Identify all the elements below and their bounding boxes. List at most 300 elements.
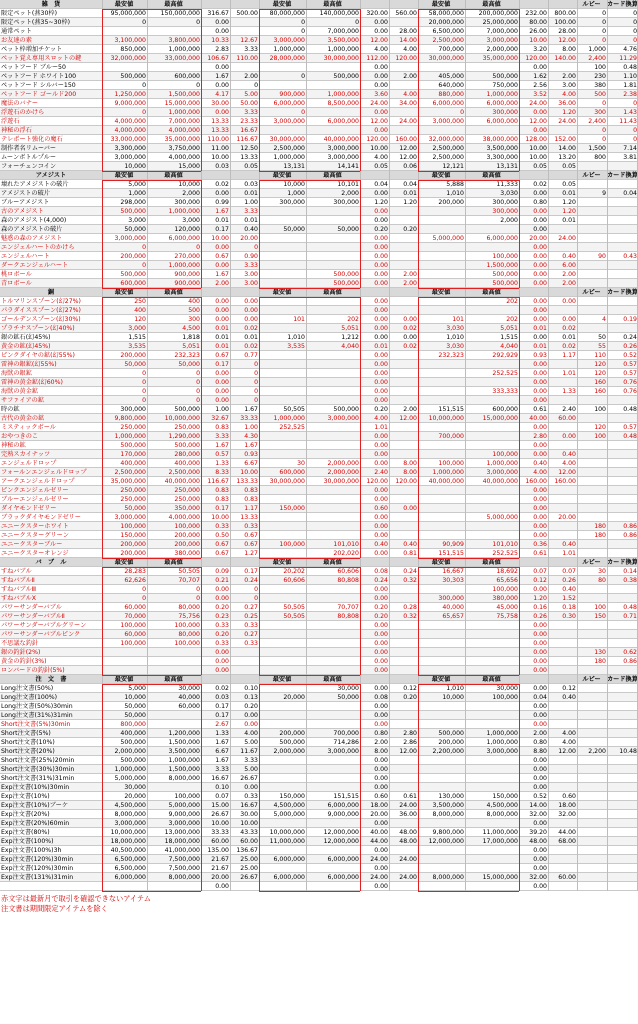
price-cell: 0.00 [562,316,576,323]
price-cell: 0.00 [374,253,388,260]
price-cell: 202 [506,298,518,305]
price-cell: 0.00 [374,388,388,395]
price-cell [259,720,306,729]
price-cell: 900,000 [174,280,200,287]
price-cell: 202 [347,316,359,323]
price-cell: 750,000 [492,82,518,89]
price-cell: 40,000,000 [482,478,518,485]
price-cell: 0.00 [533,109,547,116]
price-cell: 40,000 [178,694,200,701]
price-cell: 5,000 [128,181,146,188]
price-cell: 300,000 [492,208,518,215]
price-cell [147,648,201,657]
price-cell [389,108,418,117]
price-cell [306,207,360,216]
price-cell: 2.00 [215,280,229,287]
price-cell: 0.01 [533,325,547,332]
price-cell: 3,000,000 [273,118,305,125]
price-cell [306,432,360,441]
price-cell: 12.00 [558,37,576,44]
price-cell: 2,000 [500,217,518,224]
price-cell: 10.00 [240,820,258,827]
price-cell [306,765,360,774]
price-cell [607,243,638,252]
price-cell [418,360,465,369]
price-cell [259,621,306,630]
price-cell: 0 [633,100,637,107]
price-cell: 0.05 [374,163,388,170]
price-cell: 0.26 [623,343,637,350]
price-cell: 1.00 [244,199,258,206]
price-cell: 0.17 [215,361,229,368]
price-cell: 0.17 [244,568,258,575]
price-cell [418,387,465,396]
price-cell [607,279,638,288]
price-cell [607,774,638,783]
price-cell [259,711,306,720]
price-cell: 65,657 [442,613,464,620]
table-row [0,450,638,459]
price-cell: 1.20 [562,199,576,206]
price-cell: 0.00 [533,505,547,512]
price-cell: 140.00 [554,55,576,62]
price-cell: 4.00 [374,415,388,422]
price-cell [306,585,360,594]
item-name: ペットフード ホワイト100 [1,73,77,80]
price-cell: 101 [293,316,305,323]
price-cell [389,756,418,765]
price-cell: 1.20 [562,208,576,215]
price-cell [577,855,607,864]
price-cell: 0.00 [374,640,388,647]
price-cell: 1,000,000 [168,262,200,269]
price-cell [306,657,360,666]
price-cell: 120,000 [174,226,200,233]
price-cell: 60,606 [283,577,305,584]
red-frame-line [418,567,519,568]
price-cell: 0.00 [533,658,547,665]
price-cell: 0.67 [215,550,229,557]
price-cell: 600,000 [492,406,518,413]
price-cell: 0.00 [374,190,388,197]
price-cell [389,666,418,675]
price-cell [230,666,259,675]
price-cell: 1.67 [215,442,229,449]
price-cell: 160.00 [395,136,417,143]
item-name: 海獣の銀鉱 [1,370,32,377]
price-cell: 0.16 [533,604,547,611]
red-frame-line [519,567,520,675]
price-cell: 5,000,000 [432,235,464,242]
price-cell: 48.00 [399,829,417,836]
price-cell: 0.71 [623,613,637,620]
price-cell: 80,000 [178,631,200,638]
price-cell: 4.00 [374,46,388,53]
price-cell [259,702,306,711]
price-cell [607,162,638,171]
price-cell: 4.76 [623,46,637,53]
price-cell: 2.38 [623,91,637,98]
item-name: アメジストの破片 [1,190,50,197]
price-cell: 0.13 [244,694,258,701]
price-cell [548,360,577,369]
price-cell: 10,000,000 [269,829,305,836]
price-cell [465,855,519,864]
red-frame-line [519,9,520,171]
price-cell: 0.01 [244,334,258,341]
price-cell: 202,020 [333,550,359,557]
price-cell: 55 [598,343,606,350]
price-cell: 0.10 [244,685,258,692]
price-cell: 30,000 [178,685,200,692]
price-cell [577,198,607,207]
price-cell [230,882,259,891]
price-cell: 0.83 [215,424,229,431]
price-cell: 2.00 [562,280,576,287]
price-cell [147,666,201,675]
price-cell [577,684,607,693]
price-cell: 60,000 [124,631,146,638]
price-cell: 100 [594,604,606,611]
price-cell: 500 [594,91,606,98]
price-cell [577,666,607,675]
price-cell: 100.00 [554,19,576,26]
price-cell: 0.00 [533,712,547,719]
price-cell: 0.12 [562,685,576,692]
table-row [0,495,638,504]
price-cell [418,369,465,378]
price-cell: 10.00 [240,469,258,476]
item-name: 神秘の浮石 [1,127,32,134]
table-row [0,90,638,99]
grid-line [577,0,578,891]
table-row [0,774,638,783]
price-cell: 0.67 [244,532,258,539]
price-cell [577,450,607,459]
price-cell: 0.12 [403,685,417,692]
grid-line [548,0,549,891]
price-cell: 152.00 [554,136,576,143]
price-cell: 0.05 [562,163,576,170]
price-cell [389,396,418,405]
price-cell [259,639,306,648]
price-cell: 24.00 [529,100,547,107]
price-cell [389,594,418,603]
price-cell: 15,000 [178,163,200,170]
price-cell: 200,000 [174,541,200,548]
price-cell: 120 [134,316,146,323]
price-cell: 400 [188,298,200,305]
price-cell [418,666,465,675]
price-cell: 714,286 [333,739,359,746]
price-cell: 316.67 [207,10,229,17]
price-cell: 2,000,000 [273,748,305,755]
price-cell [259,594,306,603]
price-cell: 3.52 [533,91,547,98]
price-cell: 75,758 [496,613,518,620]
red-frame-line [102,684,103,891]
price-cell [102,657,147,666]
item-name: ペットフード ブルー50 [1,64,66,71]
table-row [0,225,638,234]
price-cell [577,162,607,171]
price-cell: 2,500,000 [432,154,464,161]
price-cell: 1,000,000 [273,46,305,53]
price-cell: 0.05 [244,163,258,170]
price-cell [306,504,360,513]
price-cell [577,585,607,594]
price-cell: 1,000,000 [486,739,518,746]
price-cell: 36.00 [558,100,576,107]
price-cell [389,513,418,522]
price-cell: 0.00 [374,451,388,458]
price-cell: 7,000,000 [486,28,518,35]
price-cell: 0.00 [533,334,547,341]
table-row [0,792,638,801]
price-cell: 0.57 [215,451,229,458]
price-cell [577,540,607,549]
price-cell: 0.00 [374,460,388,467]
column-header-high: 最高値 [164,559,183,566]
price-cell: 4.00 [562,460,576,467]
price-cell: 0 [142,388,146,395]
price-cell [607,594,638,603]
price-cell [389,765,418,774]
price-cell [577,180,607,189]
price-cell: 32.00 [529,874,547,881]
price-cell: 13,131 [496,163,518,170]
price-cell: 20.00 [558,514,576,521]
price-cell: 0.00 [533,766,547,773]
price-cell: 0.00 [533,865,547,872]
price-cell: 3,000 [128,217,146,224]
price-cell: 0.83 [244,496,258,503]
price-cell: 10.00 [529,37,547,44]
price-cell: 0.23 [215,613,229,620]
price-cell: 68.00 [558,838,576,845]
price-cell: 100,000 [120,640,146,647]
price-cell: 0.33 [244,622,258,629]
price-cell [389,18,418,27]
table-row [0,243,638,252]
table-row [0,711,638,720]
price-cell: 0.00 [374,622,388,629]
price-cell [102,882,147,891]
price-cell: 80,000,000 [269,10,305,17]
price-cell [418,648,465,657]
price-cell [607,513,638,522]
price-cell [259,216,306,225]
item-name: エンジェルハート [1,253,50,260]
price-cell: 2.00 [244,73,258,80]
price-cell [548,720,577,729]
price-cell: 50,000 [124,361,146,368]
price-cell: 60.00 [240,838,258,845]
price-cell: 0.00 [374,631,388,638]
column-header-high: 最高値 [164,1,183,8]
item-name: パワーサンダーバブル [1,604,62,611]
price-cell: 0.03 [244,181,258,188]
table-row [0,468,638,477]
price-cell [465,522,519,531]
price-cell: 100,000 [492,586,518,593]
price-cell [418,270,465,279]
price-cell: 300,000 [120,406,146,413]
table-row [0,108,638,117]
price-cell: 0 [142,586,146,593]
price-cell [465,639,519,648]
price-cell: 0 [196,595,200,602]
price-cell: 0.00 [374,514,388,521]
price-cell [607,729,638,738]
price-cell: 0.00 [533,757,547,764]
column-header-high: 最高値 [164,676,183,683]
price-cell: 10.00 [211,235,229,242]
price-cell: 7,500,000 [168,856,200,863]
price-cell: 0.07 [215,793,229,800]
price-cell: 0.93 [533,352,547,359]
price-cell: 0.83 [215,487,229,494]
price-cell [418,630,465,639]
price-cell: 120.00 [395,478,417,485]
section-header [0,288,638,297]
price-cell [607,711,638,720]
price-cell [259,774,306,783]
price-cell: 24.00 [399,856,417,863]
price-cell [465,819,519,828]
column-header-ruby: ルピー [582,1,601,8]
price-cell: 500,000 [333,73,359,80]
price-cell: 1.01 [562,370,576,377]
price-cell [259,243,306,252]
price-cell: 0 [602,37,606,44]
section-title: アメジスト [35,172,67,179]
price-cell: 3,100,000 [114,37,146,44]
item-name: 森のアメジストの破片 [1,226,63,233]
price-cell: 0.60 [374,505,388,512]
red-frame-line [102,180,103,288]
red-frame-line [418,9,419,171]
price-cell [306,882,360,891]
price-cell: 9,000,000 [327,811,359,818]
table-row [0,630,638,639]
price-cell: 800.00 [554,10,576,17]
item-name: 限定ペット(燕35~30枠) [1,19,71,26]
item-name: Exp注文書(100%) [1,838,54,845]
price-cell: 0.48 [623,64,637,71]
price-cell: 300,000 [492,199,518,206]
table-row [0,18,638,27]
price-cell [465,126,519,135]
price-cell: 1.67 [215,757,229,764]
price-cell: 0.00 [215,586,229,593]
item-name: 完熟スカイナッツ [1,451,51,458]
column-header-low: 最安値 [272,289,292,296]
price-cell: 35,000,000 [482,55,518,62]
price-cell: 16.67 [240,127,258,134]
price-cell [306,216,360,225]
price-cell: 150 [594,613,606,620]
price-cell: 6.67 [215,748,229,755]
price-cell: 40,500,000 [110,847,146,854]
price-cell: 0.00 [533,127,547,134]
price-cell: 600,000 [174,73,200,80]
item-name: パワーサンダーバブルピンク [1,631,81,638]
price-cell: 0.20 [374,226,388,233]
item-name: パワーサンダーバブルⅡ [1,613,65,620]
price-cell: 0.00 [533,379,547,386]
price-cell [607,873,638,882]
price-cell: 50,000 [124,505,146,512]
price-cell: 8.00 [403,460,417,467]
red-frame-line [418,684,519,685]
price-cell: 21.67 [211,856,229,863]
price-cell: 0.40 [244,226,258,233]
red-frame-line [259,297,260,558]
price-cell: 0.02 [215,181,229,188]
price-cell [577,765,607,774]
table-row [0,504,638,513]
price-cell: 0.48 [623,604,637,611]
price-cell: 0.00 [244,298,258,305]
price-cell: 1.67 [244,442,258,449]
table-row [0,765,638,774]
footer-note-red-text: 赤文字は最新月で取引を確認できないアイテム [1,894,151,903]
price-cell [389,864,418,873]
price-cell: 0.00 [533,451,547,458]
price-cell: 0 [196,19,200,26]
item-name: サファイアの鉱 [1,397,45,404]
grid-line [389,0,390,891]
price-cell: 3,000,000 [114,820,146,827]
price-cell: 400,000 [120,730,146,737]
table-row [0,720,638,729]
price-cell: 110.00 [207,136,229,143]
price-cell: 0 [142,109,146,116]
price-cell: 600,000 [279,469,305,476]
price-cell [577,828,607,837]
price-cell: 1.01 [374,424,388,431]
price-cell [259,387,306,396]
price-cell: 0.57 [623,361,637,368]
price-cell: 1,000,000 [486,460,518,467]
price-cell [389,639,418,648]
price-cell [548,396,577,405]
price-cell [306,378,360,387]
price-cell: 0.67 [244,541,258,548]
price-cell: 0.06 [403,163,417,170]
price-cell: 1,250,000 [114,91,146,98]
price-cell: 0.00 [215,883,229,890]
price-cell: 0 [301,109,305,116]
price-cell: 10,101 [337,181,359,188]
price-cell: 24.00 [370,100,388,107]
price-cell: 6,000,000 [486,235,518,242]
price-cell: 25.00 [240,856,258,863]
price-cell [465,486,519,495]
price-cell: 20,000 [124,793,146,800]
price-cell: 9 [602,190,606,197]
price-cell [418,522,465,531]
price-cell: 3.33 [244,109,258,116]
price-cell: 2,500,000 [273,145,305,152]
price-cell [577,873,607,882]
price-cell: 252,525 [279,424,305,431]
price-cell: 40,000,000 [323,136,359,143]
column-header-high: 最高値 [482,172,501,179]
price-cell [306,306,360,315]
price-cell: 0.00 [533,649,547,656]
